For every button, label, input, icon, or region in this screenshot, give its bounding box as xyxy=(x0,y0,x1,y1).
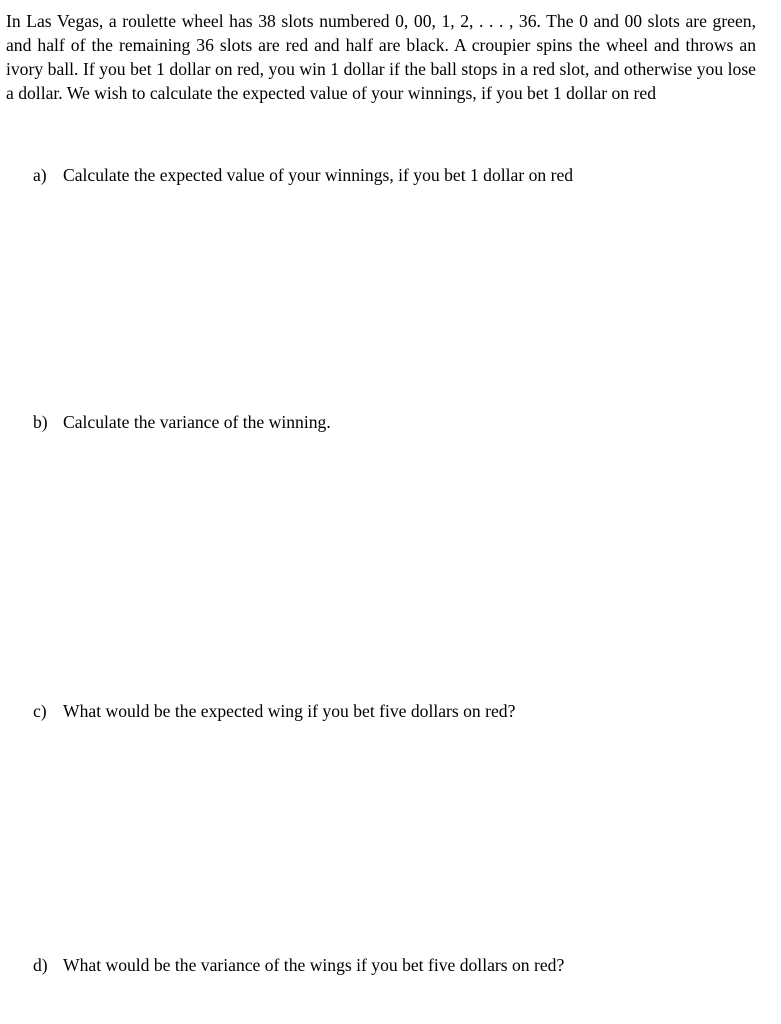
question-b xyxy=(33,410,331,434)
question-b-marker: b) xyxy=(33,412,48,432)
question-c-marker: c) xyxy=(33,701,47,721)
question-a xyxy=(33,163,573,187)
question-c-text: What would be the expected wing if you bet five dollars on red? xyxy=(63,701,516,721)
question-d-marker: d) xyxy=(33,955,48,975)
question-b-text: Calculate the variance of the winning. xyxy=(63,412,331,432)
question-a-text: Calculate the expected value of your winnings, if you bet 1 dollar on red xyxy=(63,165,574,185)
question-d xyxy=(33,953,564,977)
problem-statement: In Las Vegas, a roulette wheel has 38 slots numbered 0, 00, 1, 2, . . . , 36. The 0 and 00 slots are green, and half of the remaining 36 slots are red and half are black. A croupier spins the wheel and throws an ivory ball. If you bet 1 dollar on red, you win 1 dollar if the ball stops in a red slot, and otherwise you lose a dollar. We wish to calculate the expected value of your winnings, if you bet 1 dollar on red xyxy=(6,11,756,103)
question-d-text: What would be the variance of the wings if you bet five dollars on red? xyxy=(63,955,565,975)
question-a-marker: a) xyxy=(33,165,47,185)
question-c xyxy=(33,699,515,723)
